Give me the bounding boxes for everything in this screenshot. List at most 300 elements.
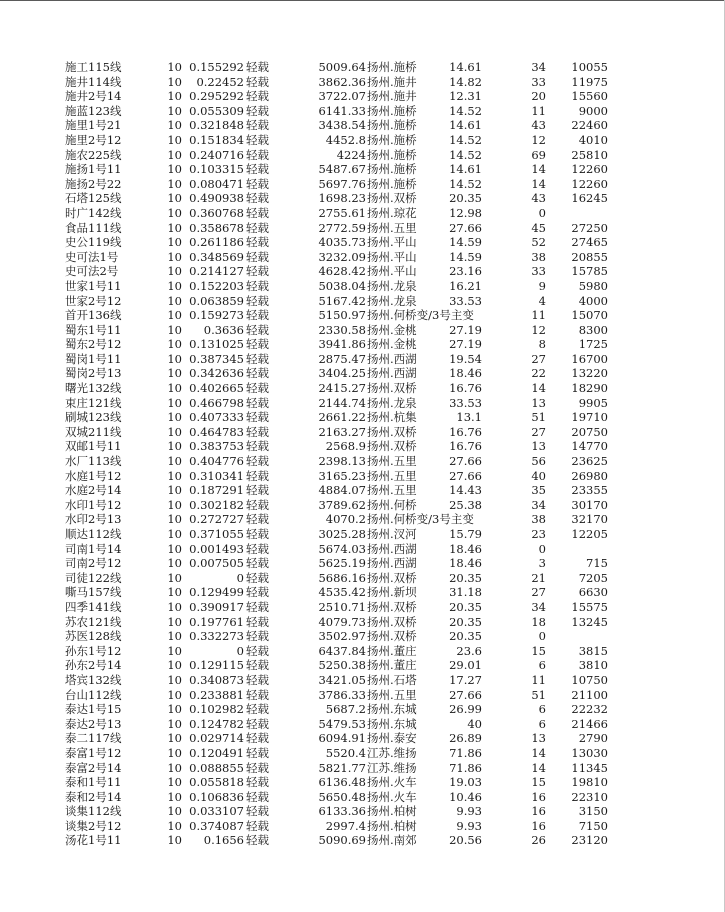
voltage-cell: 10	[167, 249, 182, 264]
load-type-cell: 轻载	[246, 804, 269, 819]
length-cell: 31.18	[449, 585, 482, 600]
amount-cell: 3810	[578, 658, 608, 673]
count-cell: 8	[538, 337, 546, 352]
capacity-cell: 4628.42	[318, 264, 366, 279]
amount-cell: 15785	[571, 264, 608, 279]
substation-cell: 扬州.施桥	[367, 162, 417, 177]
table-row	[0, 629, 725, 644]
count-cell: 16	[531, 804, 546, 819]
table-row	[0, 75, 725, 90]
load-rate-cell: 0.348569	[189, 249, 244, 264]
length-cell: 16.21	[449, 278, 482, 293]
substation-cell: 扬州.施桥	[367, 176, 417, 191]
load-type-cell: 轻载	[246, 483, 269, 498]
length-cell: 20.35	[449, 191, 482, 206]
table-row	[0, 206, 725, 221]
length-cell: 26.99	[449, 702, 482, 717]
load-rate-cell: 0.402665	[189, 381, 244, 396]
table-row	[0, 804, 725, 819]
line-name-cell: 施蓝123线	[65, 103, 122, 118]
capacity-cell: 5697.76	[318, 176, 366, 191]
length-cell: 27.19	[449, 337, 482, 352]
voltage-cell: 10	[167, 264, 182, 279]
load-rate-cell: 0.374087	[189, 818, 244, 833]
load-type-cell: 轻载	[246, 89, 269, 104]
amount-cell: 27465	[571, 235, 608, 250]
count-cell: 56	[531, 454, 546, 469]
count-cell: 11	[531, 308, 546, 323]
line-name-cell: 首开136线	[65, 308, 122, 323]
amount-cell: 21100	[571, 687, 608, 702]
table-row	[0, 279, 725, 294]
table-row	[0, 673, 725, 688]
load-type-cell: 轻载	[246, 439, 269, 454]
substation-cell: 扬州.五里	[367, 220, 417, 235]
load-type-cell: 轻载	[246, 658, 269, 673]
load-type-cell: 轻载	[246, 745, 269, 760]
page-top-border	[0, 0, 725, 1]
amount-cell: 32170	[571, 512, 608, 527]
load-type-cell: 轻载	[246, 103, 269, 118]
table-row	[0, 775, 725, 790]
count-cell: 11	[531, 103, 546, 118]
line-name-cell: 史公119线	[65, 235, 122, 250]
load-type-cell: 轻载	[246, 424, 269, 439]
table-row	[0, 89, 725, 104]
capacity-cell: 5650.48	[318, 789, 366, 804]
voltage-cell: 10	[167, 570, 182, 585]
line-name-cell: 水厂113线	[65, 454, 122, 469]
amount-cell: 19710	[571, 410, 608, 425]
voltage-cell: 10	[167, 468, 182, 483]
amount-cell: 22310	[571, 789, 608, 804]
load-rate-cell: 0.131025	[189, 337, 244, 352]
count-cell: 11	[531, 672, 546, 687]
load-type-cell: 轻载	[246, 570, 269, 585]
capacity-cell: 3438.54	[318, 118, 366, 133]
capacity-cell: 4452.8	[325, 132, 366, 147]
voltage-cell: 10	[167, 381, 182, 396]
line-name-cell: 施工115线	[65, 60, 122, 74]
line-name-cell: 蜀岗1号11	[65, 351, 122, 366]
table-row	[0, 352, 725, 367]
length-cell: 14.59	[449, 249, 482, 264]
length-cell: 19.03	[449, 775, 482, 790]
load-rate-cell: 0.080471	[189, 176, 244, 191]
load-rate-cell: 0.387345	[189, 351, 244, 366]
capacity-cell: 1698.23	[318, 191, 366, 206]
count-cell: 14	[531, 760, 546, 775]
table-row	[0, 308, 725, 323]
capacity-cell: 6141.33	[318, 103, 366, 118]
amount-cell: 715	[586, 556, 608, 571]
load-rate-cell: 0.358678	[189, 220, 244, 235]
capacity-cell: 4884.07	[318, 483, 366, 498]
count-cell: 12	[531, 132, 546, 147]
substation-cell: 扬州.西湖	[367, 366, 417, 381]
substation-cell: 扬州.琼花	[367, 205, 417, 220]
substation-cell: 扬州.双桥	[367, 629, 417, 644]
load-type-cell: 轻载	[246, 775, 269, 790]
voltage-cell: 10	[167, 278, 182, 293]
capacity-cell: 5479.53	[318, 716, 366, 731]
count-cell: 6	[538, 702, 546, 717]
count-cell: 13	[531, 731, 546, 746]
substation-cell: 扬州.柏树	[367, 818, 417, 833]
load-type-cell: 轻载	[246, 497, 269, 512]
load-rate-cell: 0.261186	[189, 235, 244, 250]
load-type-cell: 轻载	[246, 366, 269, 381]
length-cell: 33.53	[449, 293, 482, 308]
table-row	[0, 366, 725, 381]
capacity-cell: 2398.13	[318, 454, 366, 469]
load-rate-cell: 0.007505	[189, 556, 244, 571]
capacity-cell: 6094.91	[318, 731, 366, 746]
amount-cell: 13245	[571, 614, 608, 629]
load-type-cell: 轻载	[246, 118, 269, 133]
amount-cell: 8300	[578, 322, 608, 337]
voltage-cell: 10	[167, 293, 182, 308]
voltage-cell: 10	[167, 716, 182, 731]
load-rate-cell: 0.490938	[189, 191, 244, 206]
count-cell: 34	[531, 60, 546, 74]
voltage-cell: 10	[167, 191, 182, 206]
load-type-cell: 轻载	[246, 395, 269, 410]
load-type-cell: 轻载	[246, 556, 269, 571]
table-row	[0, 527, 725, 542]
table-row	[0, 790, 725, 805]
substation-cell: 扬州.龙泉	[367, 395, 417, 410]
amount-cell: 3150	[578, 804, 608, 819]
capacity-cell: 6437.84	[318, 643, 366, 658]
substation-cell: 扬州.西湖	[367, 541, 417, 556]
length-cell: 10.46	[449, 789, 482, 804]
load-rate-cell: 0.129115	[189, 658, 244, 673]
amount-cell: 26980	[571, 468, 608, 483]
line-name-cell: 水印1号12	[65, 497, 122, 512]
load-type-cell: 轻载	[246, 629, 269, 644]
voltage-cell: 10	[167, 527, 182, 541]
substation-cell: 扬州.火车	[367, 789, 417, 804]
amount-cell: 4000	[578, 293, 608, 308]
count-cell: 6	[538, 658, 546, 673]
load-rate-cell: 0.340873	[189, 672, 244, 687]
substation-cell: 扬州.五里	[367, 454, 417, 469]
table-row	[0, 819, 725, 834]
capacity-cell: 5520.4	[325, 745, 366, 760]
line-name-cell: 司南1号14	[65, 541, 122, 556]
length-cell: 33.53	[449, 395, 482, 410]
line-name-cell: 泰富2号14	[65, 760, 122, 775]
amount-cell: 23120	[571, 833, 608, 848]
capacity-cell: 3404.25	[318, 366, 366, 381]
capacity-cell: 2875.47	[318, 351, 366, 366]
amount-cell: 22460	[571, 118, 608, 133]
voltage-cell: 10	[167, 395, 182, 410]
table-row	[0, 60, 725, 75]
count-cell: 45	[531, 220, 546, 235]
count-cell: 27	[531, 351, 546, 366]
capacity-cell: 2415.27	[318, 381, 366, 396]
line-name-cell: 孙东1号12	[65, 643, 122, 658]
load-type-cell: 轻载	[246, 731, 269, 746]
voltage-cell: 10	[167, 132, 182, 147]
table-row	[0, 264, 725, 279]
length-cell: 23.6	[456, 643, 482, 658]
substation-cell: 扬州.火车	[367, 775, 417, 790]
length-cell: 14.52	[449, 147, 482, 162]
length-cell: 20.35	[449, 570, 482, 585]
load-type-cell: 轻载	[246, 833, 269, 848]
line-name-cell: 施里2号12	[65, 132, 122, 147]
capacity-cell: 2144.74	[318, 395, 366, 410]
load-type-cell: 轻载	[246, 527, 269, 541]
table-row	[0, 294, 725, 309]
line-name-cell: 台山112线	[65, 687, 122, 702]
load-type-cell: 轻载	[246, 468, 269, 483]
count-cell: 6	[538, 716, 546, 731]
amount-cell: 11975	[571, 74, 608, 89]
voltage-cell: 10	[167, 351, 182, 366]
table-row	[0, 512, 725, 527]
substation-cell: 扬州.双桥	[367, 439, 417, 454]
length-cell: 29.01	[449, 658, 482, 673]
load-type-cell: 轻载	[246, 176, 269, 191]
line-name-cell: 水庭2号14	[65, 483, 122, 498]
length-cell: 14.43	[449, 483, 482, 498]
capacity-cell: 3941.86	[318, 337, 366, 352]
capacity-cell: 3502.97	[318, 629, 366, 644]
substation-cell: 扬州.金桃	[367, 337, 417, 352]
table-row	[0, 833, 725, 848]
count-cell: 16	[531, 818, 546, 833]
table-row	[0, 439, 725, 454]
substation-cell: 扬州.双桥	[367, 191, 417, 206]
count-cell: 26	[531, 833, 546, 848]
table-row	[0, 118, 725, 133]
count-cell: 21	[531, 570, 546, 585]
length-cell: 26.89	[449, 731, 482, 746]
load-rate-cell: 0.088855	[189, 760, 244, 775]
voltage-cell: 10	[167, 512, 182, 527]
load-rate-cell: 0.360768	[189, 205, 244, 220]
capacity-cell: 3165.23	[318, 468, 366, 483]
amount-cell: 1725	[578, 337, 608, 352]
length-cell: 27.19	[449, 322, 482, 337]
table-row	[0, 556, 725, 571]
line-name-cell: 蜀东1号11	[65, 322, 122, 337]
substation-cell: 扬州.金桃	[367, 322, 417, 337]
amount-cell: 13030	[571, 745, 608, 760]
table-row	[0, 483, 725, 498]
amount-cell: 10055	[571, 60, 608, 74]
load-type-cell: 轻载	[246, 162, 269, 177]
load-type-cell: 轻载	[246, 512, 269, 527]
load-rate-cell: 0.342636	[189, 366, 244, 381]
table-row	[0, 731, 725, 746]
capacity-cell: 2163.27	[318, 424, 366, 439]
load-rate-cell: 0.063859	[189, 293, 244, 308]
load-type-cell: 轻载	[246, 220, 269, 235]
line-name-cell: 谈集112线	[65, 804, 122, 819]
load-type-cell: 轻载	[246, 643, 269, 658]
substation-cell: 扬州.南郊	[367, 833, 417, 848]
voltage-cell: 10	[167, 483, 182, 498]
table-row	[0, 323, 725, 338]
count-cell: 16	[531, 789, 546, 804]
count-cell: 38	[531, 512, 546, 527]
amount-cell: 15560	[571, 89, 608, 104]
amount-cell: 27250	[571, 220, 608, 235]
voltage-cell: 10	[167, 702, 182, 717]
load-type-cell: 轻载	[246, 351, 269, 366]
table-row	[0, 498, 725, 513]
capacity-cell: 4535.42	[318, 585, 366, 600]
voltage-cell: 10	[167, 745, 182, 760]
load-type-cell: 轻载	[246, 687, 269, 702]
substation-cell: 扬州.双桥	[367, 614, 417, 629]
amount-cell: 7205	[578, 570, 608, 585]
table-row	[0, 396, 725, 411]
length-cell: 18.46	[449, 556, 482, 571]
table-row	[0, 658, 725, 673]
substation-cell: 扬州.五里	[367, 687, 417, 702]
table-row	[0, 454, 725, 469]
load-rate-cell: 0.106836	[189, 789, 244, 804]
load-type-cell: 轻载	[246, 541, 269, 556]
amount-cell: 15070	[571, 308, 608, 323]
load-type-cell: 轻载	[246, 191, 269, 206]
voltage-cell: 10	[167, 687, 182, 702]
line-name-cell: 束庄121线	[65, 395, 122, 410]
line-name-cell: 施农225线	[65, 147, 122, 162]
voltage-cell: 10	[167, 789, 182, 804]
length-cell: 23.16	[449, 264, 482, 279]
amount-cell: 20750	[571, 424, 608, 439]
voltage-cell: 10	[167, 454, 182, 469]
voltage-cell: 10	[167, 235, 182, 250]
substation-cell: 扬州.东城	[367, 702, 417, 717]
capacity-cell: 2772.59	[318, 220, 366, 235]
length-cell: 40	[467, 716, 482, 731]
voltage-cell: 10	[167, 629, 182, 644]
length-cell: 18.46	[449, 366, 482, 381]
substation-cell: 江苏.维扬	[367, 760, 417, 775]
voltage-cell: 10	[167, 103, 182, 118]
voltage-cell: 10	[167, 833, 182, 848]
line-name-cell: 苏农121线	[65, 614, 122, 629]
capacity-cell: 2661.22	[318, 410, 366, 425]
voltage-cell: 10	[167, 322, 182, 337]
line-name-cell: 四季141线	[65, 599, 122, 614]
amount-cell: 3815	[578, 643, 608, 658]
length-cell: 20.35	[449, 614, 482, 629]
length-cell: 13.1	[456, 410, 482, 425]
table-row	[0, 381, 725, 396]
substation-cell: 扬州.石塔	[367, 672, 417, 687]
count-cell: 13	[531, 439, 546, 454]
load-type-cell: 轻载	[246, 132, 269, 147]
load-type-cell: 轻载	[246, 702, 269, 717]
amount-cell: 5980	[578, 278, 608, 293]
amount-cell: 12260	[571, 176, 608, 191]
capacity-cell: 3789.62	[318, 497, 366, 512]
count-cell: 33	[531, 74, 546, 89]
data-table	[0, 60, 725, 848]
count-cell: 18	[531, 614, 546, 629]
length-cell: 71.86	[449, 745, 482, 760]
amount-cell: 16245	[571, 191, 608, 206]
count-cell: 13	[531, 395, 546, 410]
length-cell: 12.98	[449, 205, 482, 220]
amount-cell: 16700	[571, 351, 608, 366]
line-name-cell: 史可法1号	[65, 249, 119, 264]
line-name-cell: 曙光132线	[65, 381, 122, 396]
line-name-cell: 泰达1号15	[65, 702, 122, 717]
line-name-cell: 史可法2号	[65, 264, 119, 279]
length-cell: 14.52	[449, 132, 482, 147]
voltage-cell: 10	[167, 818, 182, 833]
substation-cell: 扬州.双桥	[367, 424, 417, 439]
load-rate-cell: 0.029714	[189, 731, 244, 746]
capacity-cell: 6133.36	[318, 804, 366, 819]
line-name-cell: 泰富1号12	[65, 745, 122, 760]
load-rate-cell: 0.404776	[189, 454, 244, 469]
capacity-cell: 3421.05	[318, 672, 366, 687]
substation-cell: 扬州.泰安	[367, 731, 417, 746]
voltage-cell: 10	[167, 147, 182, 162]
voltage-cell: 10	[167, 220, 182, 235]
load-rate-cell: 0.321848	[189, 118, 244, 133]
capacity-cell: 2997.4	[325, 818, 366, 833]
amount-cell: 19810	[571, 775, 608, 790]
capacity-cell: 5821.77	[318, 760, 366, 775]
load-type-cell: 轻载	[246, 454, 269, 469]
amount-cell: 21466	[571, 716, 608, 731]
amount-cell: 30170	[571, 497, 608, 512]
count-cell: 3	[538, 556, 546, 571]
load-type-cell: 轻载	[246, 60, 269, 74]
table-row	[0, 469, 725, 484]
capacity-cell: 5487.67	[318, 162, 366, 177]
voltage-cell: 10	[167, 308, 182, 323]
table-row	[0, 571, 725, 586]
table-row	[0, 717, 725, 732]
load-type-cell: 轻载	[246, 308, 269, 323]
amount-cell: 15575	[571, 599, 608, 614]
table-row	[0, 177, 725, 192]
line-name-cell: 蜀岗2号13	[65, 366, 122, 381]
voltage-cell: 10	[167, 556, 182, 571]
load-rate-cell: 0.1656	[203, 833, 244, 848]
line-name-cell: 施井2号14	[65, 89, 122, 104]
count-cell: 43	[531, 191, 546, 206]
count-cell: 69	[531, 147, 546, 162]
length-cell: 14.59	[449, 235, 482, 250]
length-cell: 27.66	[449, 468, 482, 483]
amount-cell: 23625	[571, 454, 608, 469]
load-type-cell: 轻载	[246, 147, 269, 162]
table-row	[0, 148, 725, 163]
voltage-cell: 10	[167, 439, 182, 454]
line-name-cell: 时广142线	[65, 205, 122, 220]
substation-cell: 江苏.维扬	[367, 745, 417, 760]
capacity-cell: 5038.04	[318, 278, 366, 293]
table-row	[0, 133, 725, 148]
amount-cell: 11345	[571, 760, 608, 775]
table-row	[0, 746, 725, 761]
substation-cell: 扬州.西湖	[367, 556, 417, 571]
